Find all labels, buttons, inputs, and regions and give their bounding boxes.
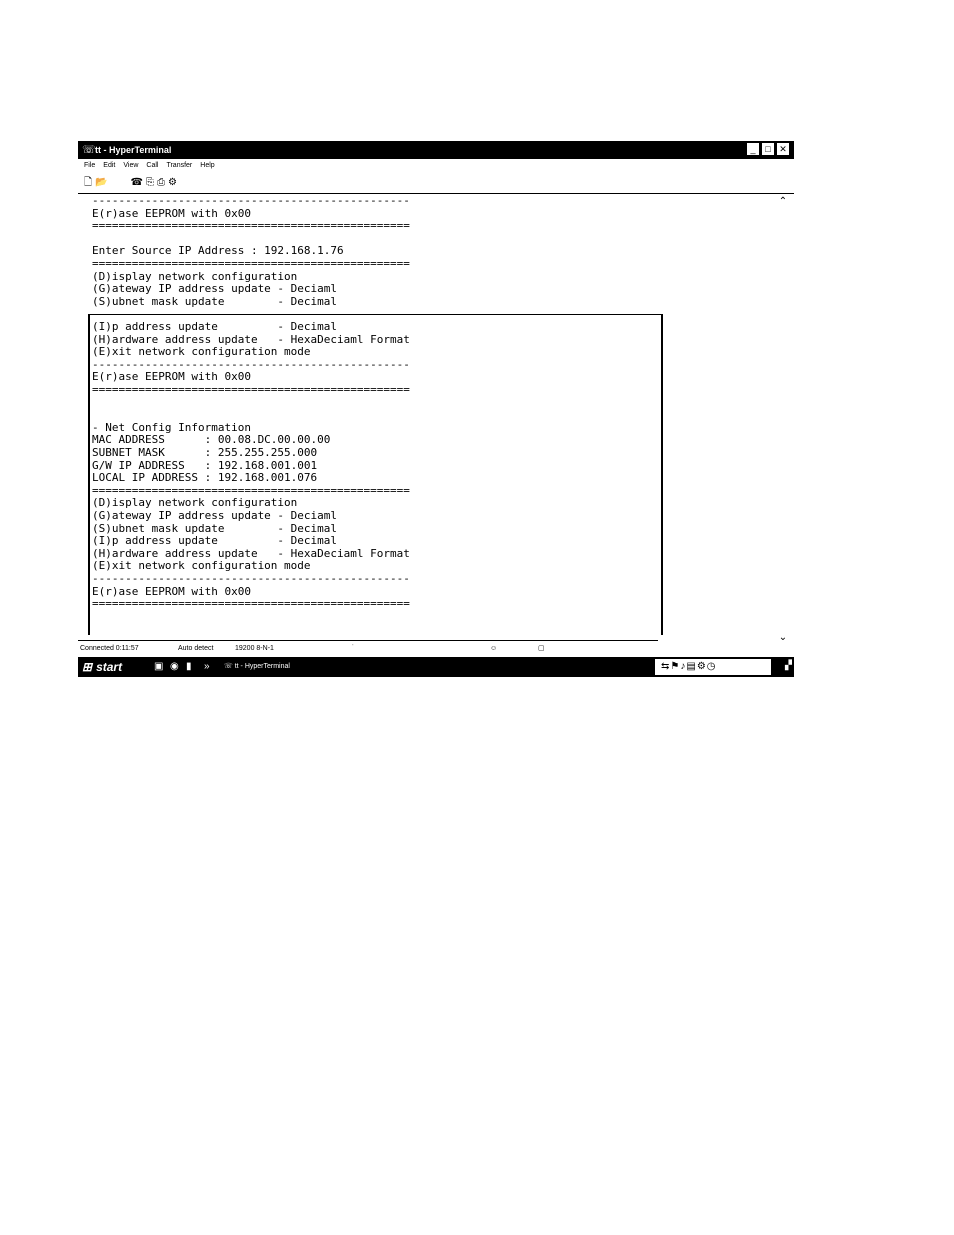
terminal-line: (S)ubnet mask update - Decimal (92, 294, 338, 308)
terminal-line: E(r)ase EEPROM with 0x00 (92, 584, 251, 598)
display-icon[interactable]: ▤ (686, 661, 697, 672)
window-title: tt - HyperTerminal (95, 145, 172, 155)
terminal-line: ================================================ (92, 219, 410, 233)
receive-icon[interactable]: ⎙ (156, 177, 165, 188)
status-divider (78, 640, 658, 641)
status-bar (78, 642, 794, 656)
terminal-line: (E)xit network configuration mode (92, 559, 311, 573)
status-settings: 19200 8-N-1 (235, 645, 274, 652)
vertical-scrollbar[interactable] (775, 195, 791, 645)
menu-file[interactable]: File (84, 162, 96, 169)
maximize-button[interactable]: □ (761, 142, 775, 156)
network-icon[interactable]: ⇆ (661, 661, 671, 672)
terminal-line: (G)ateway IP address update - Deciaml (92, 509, 338, 522)
title-bar[interactable] (78, 141, 794, 159)
terminal-line: ================================================ (92, 383, 410, 396)
terminal-line: (D)isplay network configuration (92, 269, 298, 283)
terminal-line: ------------------------------------------------ (92, 195, 410, 207)
status-capture-icon: ☺ (490, 645, 498, 652)
new-icon[interactable]: 🗋 (84, 177, 93, 188)
terminal-line: (D)isplay network configuration (92, 496, 298, 510)
terminal-line: ------------------------------------------------ (92, 572, 410, 585)
status-connected: Connected 0:11:57 (80, 645, 139, 652)
terminal-line: (G)ateway IP address update - Deciaml (92, 282, 338, 296)
terminal-line: (S)ubnet mask update - Decimal (92, 521, 338, 535)
terminal-line: E(r)ase EEPROM with 0x00 (92, 370, 251, 384)
settings-icon[interactable]: ⚙ (696, 661, 707, 672)
quicklaunch-chevron[interactable]: » (204, 661, 210, 672)
taskbar (78, 657, 794, 677)
minimize-button[interactable]: _ (746, 142, 760, 156)
clock-icon[interactable]: ◷ (706, 661, 717, 672)
terminal-line: G/W IP ADDRESS : 192.168.001.001 (92, 458, 318, 472)
toolbar-divider (78, 193, 794, 194)
windows-logo-icon: ⊞ (82, 660, 93, 674)
taskbar-item-hyperterminal[interactable]: ☏ tt - HyperTerminal (224, 663, 290, 670)
terminal-line: (E)xit network configuration mode (92, 345, 311, 359)
security-icon[interactable]: ⚑ (670, 661, 681, 672)
media-icon[interactable]: ▮ (186, 661, 192, 672)
close-button[interactable]: ✕ (776, 142, 790, 156)
terminal-line: MAC ADDRESS : 00.08.DC.00.00.00 (92, 433, 331, 447)
menu-view[interactable]: View (123, 162, 139, 169)
terminal-line: E(r)ase EEPROM with 0x00 (92, 206, 251, 220)
menu-help[interactable]: Help (200, 162, 215, 169)
scroll-down-icon[interactable]: ⌄ (778, 632, 788, 643)
send-icon[interactable]: ⎘ (145, 177, 154, 188)
menu-transfer[interactable]: Transfer (166, 162, 193, 169)
terminal-line: - Net Config Information (92, 420, 251, 434)
terminal-line: ================================================ (92, 257, 410, 270)
status-detect: Auto detect (178, 645, 214, 652)
tray-expand-icon[interactable]: ▞ (785, 660, 792, 670)
start-button[interactable]: ⊞ start (82, 660, 123, 674)
status-scroll-icon: ˙ (352, 645, 355, 652)
show-desktop-icon[interactable]: ▣ (154, 661, 164, 672)
terminal-screen[interactable] (82, 195, 768, 635)
hyperterminal-icon: ☏ (82, 144, 96, 156)
volume-icon[interactable]: ♪ (680, 661, 687, 672)
terminal-line: ================================================ (92, 597, 410, 611)
hyperterminal-window (78, 141, 794, 677)
terminal-line: (H)ardware address update - HexaDeciaml Format (92, 546, 410, 560)
terminal-line: SUBNET MASK : 255.255.255.000 (92, 446, 318, 459)
status-print-icon: ▢ (538, 645, 545, 652)
browser-icon[interactable]: ◉ (170, 661, 179, 672)
toolbar (84, 176, 180, 190)
terminal-line: LOCAL IP ADDRESS : 192.168.001.076 (92, 471, 318, 485)
scroll-up-icon[interactable]: ⌃ (778, 196, 788, 207)
terminal-line: (H)ardware address update - HexaDeciaml Format (92, 332, 410, 346)
terminal-line: (I)p address update - Decimal (92, 534, 338, 548)
menu-edit[interactable]: Edit (103, 162, 116, 169)
terminal-line: Enter Source IP Address : 192.168.1.76 (92, 244, 344, 258)
window-controls (746, 142, 790, 156)
properties-icon[interactable]: ⚙ (167, 177, 177, 188)
terminal-line: (I)p address update - Decimal (92, 320, 338, 333)
disconnect-icon[interactable]: ☎ (130, 177, 143, 188)
system-tray (655, 659, 771, 675)
open-icon[interactable]: 📂 (95, 177, 108, 188)
terminal-line: ================================================ (92, 483, 410, 497)
menu-call[interactable]: Call (146, 162, 159, 169)
menu-bar (84, 161, 215, 171)
terminal-line: ------------------------------------------------ (92, 357, 410, 371)
